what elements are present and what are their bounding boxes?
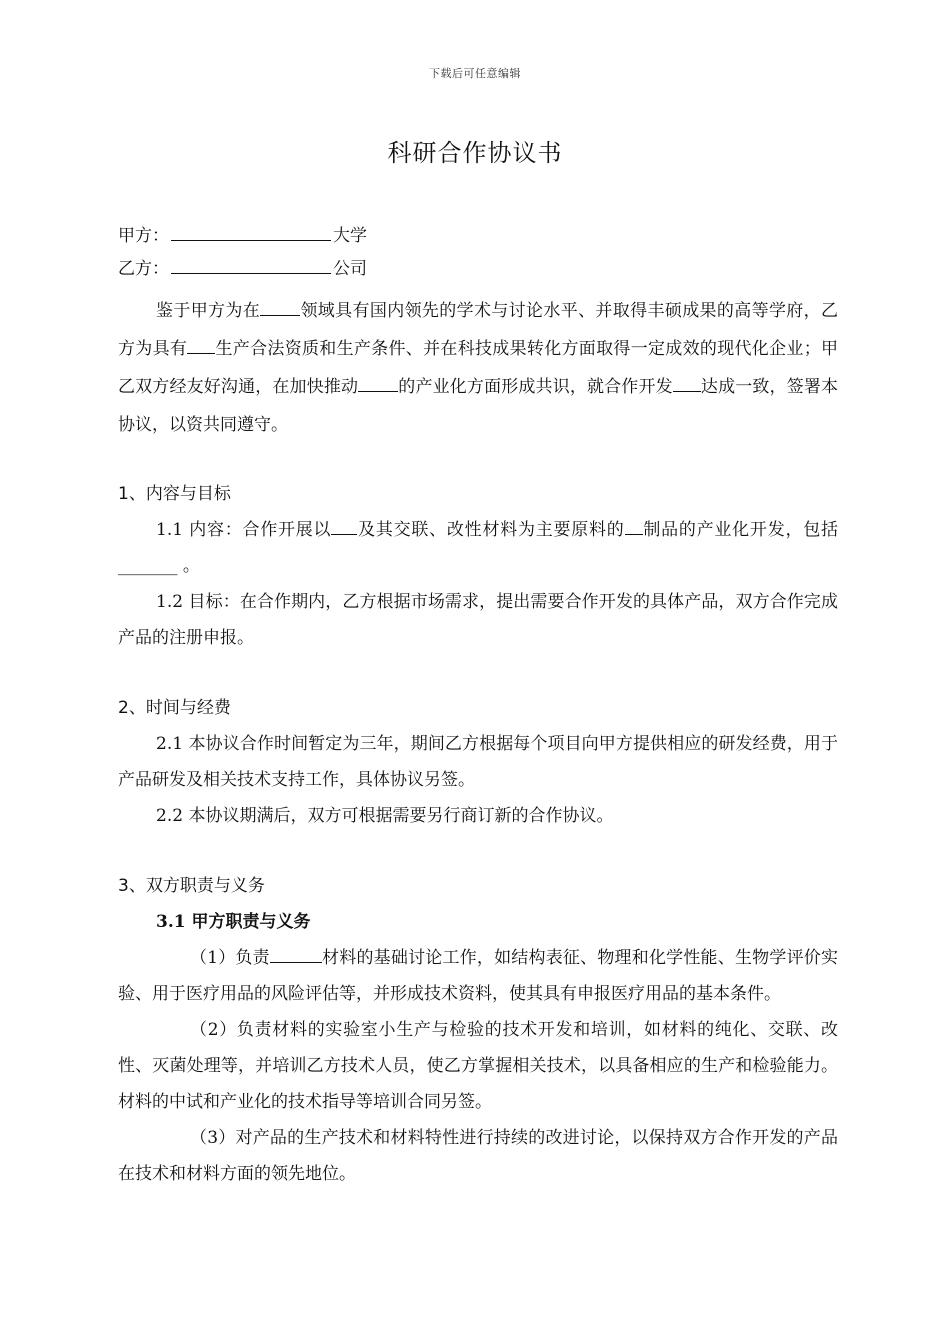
header-note: 下载后可任意编辑 bbox=[429, 67, 521, 80]
intro-blank-industrialization bbox=[358, 375, 398, 392]
intro-text-1: 鉴于甲方为在 bbox=[156, 301, 261, 321]
intro-text-2: 领域具有国内领先的学术与讨论水平、并取得丰硕成果的高等学府，乙方为具有 bbox=[118, 301, 838, 359]
section-1-heading: 1、内容与目标 bbox=[118, 484, 231, 504]
intro-blank-development bbox=[673, 375, 701, 392]
intro-blank-field bbox=[260, 299, 300, 316]
item-1-1-text-c: 制品的产业化开发，包括 _______ 。 bbox=[118, 520, 838, 576]
section-2-heading: 2、时间与经费 bbox=[118, 698, 231, 718]
duty-1-blank-material bbox=[270, 946, 322, 963]
duty-1-text-a: （1）负责 bbox=[190, 948, 270, 968]
item-1-1-text-a: 1.1 内容：合作开展以 bbox=[156, 520, 332, 540]
party-a-label: 甲方： bbox=[118, 226, 169, 246]
party-b-line bbox=[118, 253, 838, 286]
party-a-blank bbox=[171, 222, 331, 241]
section-3-1-heading: 3.1 甲方职责与义务 bbox=[156, 912, 311, 932]
intro-blank-qualification bbox=[187, 337, 215, 354]
party-a-suffix: 大学 bbox=[333, 226, 367, 246]
document-title: 科研合作协议书 bbox=[387, 139, 563, 167]
intro-text-5: 达成一致，签署本协议，以资共同遵守。 bbox=[118, 377, 839, 435]
intro-text-3: 生产合法资质和生产条件、并在科技成果转化方面取得一定成效的现代化企业；甲乙双方经友好沟通，在加快推动 bbox=[118, 339, 839, 397]
duty-2: （2）负责材料的实验室小生产与检验的技术开发和培训，如材料的纯化、交联、改性、灭菌处理等，并培训乙方技术人员，使乙方掌握相关技术，以具备相应的生产和检验能力。材料的中试和产业化的技术指导等培训合同另签。 bbox=[118, 1020, 838, 1112]
section-1-item-1 bbox=[118, 512, 838, 584]
document-body bbox=[118, 220, 838, 1192]
item-1-1-text-b: 及其交联、改性材料为主要原料的 bbox=[357, 520, 625, 540]
party-b-blank bbox=[171, 255, 331, 274]
duty-1-text-b: 材料的基础讨论工作，如结构表征、物理和化学性能、生物学评价实验、用于医疗用品的风险评估等，并形成技术资料，使其具有申报医疗用品的基本条件。 bbox=[118, 948, 838, 1004]
section-3-heading: 3、双方职责与义务 bbox=[118, 876, 265, 896]
duty-1 bbox=[118, 940, 838, 1012]
item-1-1-blank-material bbox=[331, 518, 357, 535]
section-2-item-2: 2.2 本协议期满后，双方可根据需要另行商订新的合作协议。 bbox=[156, 806, 614, 826]
party-b-suffix: 公司 bbox=[333, 259, 367, 279]
section-2-item-1: 2.1 本协议合作时间暂定为三年，期间乙方根据每个项目向甲方提供相应的研发经费，用于产品研发及相关技术支持工作，具体协议另签。 bbox=[118, 734, 838, 790]
intro-paragraph bbox=[118, 292, 838, 444]
party-a-line bbox=[118, 220, 838, 253]
party-b-label: 乙方： bbox=[118, 259, 169, 279]
duty-3: （3）对产品的生产技术和材料特性进行持续的改进讨论，以保持双方合作开发的产品在技术和材料方面的领先地位。 bbox=[118, 1128, 838, 1184]
item-1-1-blank-product bbox=[625, 518, 643, 535]
section-1-item-2: 1.2 目标：在合作期内，乙方根据市场需求，提出需要合作开发的具体产品，双方合作完成产品的注册申报。 bbox=[118, 592, 838, 648]
intro-text-4: 的产业化方面形成共识，就合作开发 bbox=[398, 377, 673, 397]
